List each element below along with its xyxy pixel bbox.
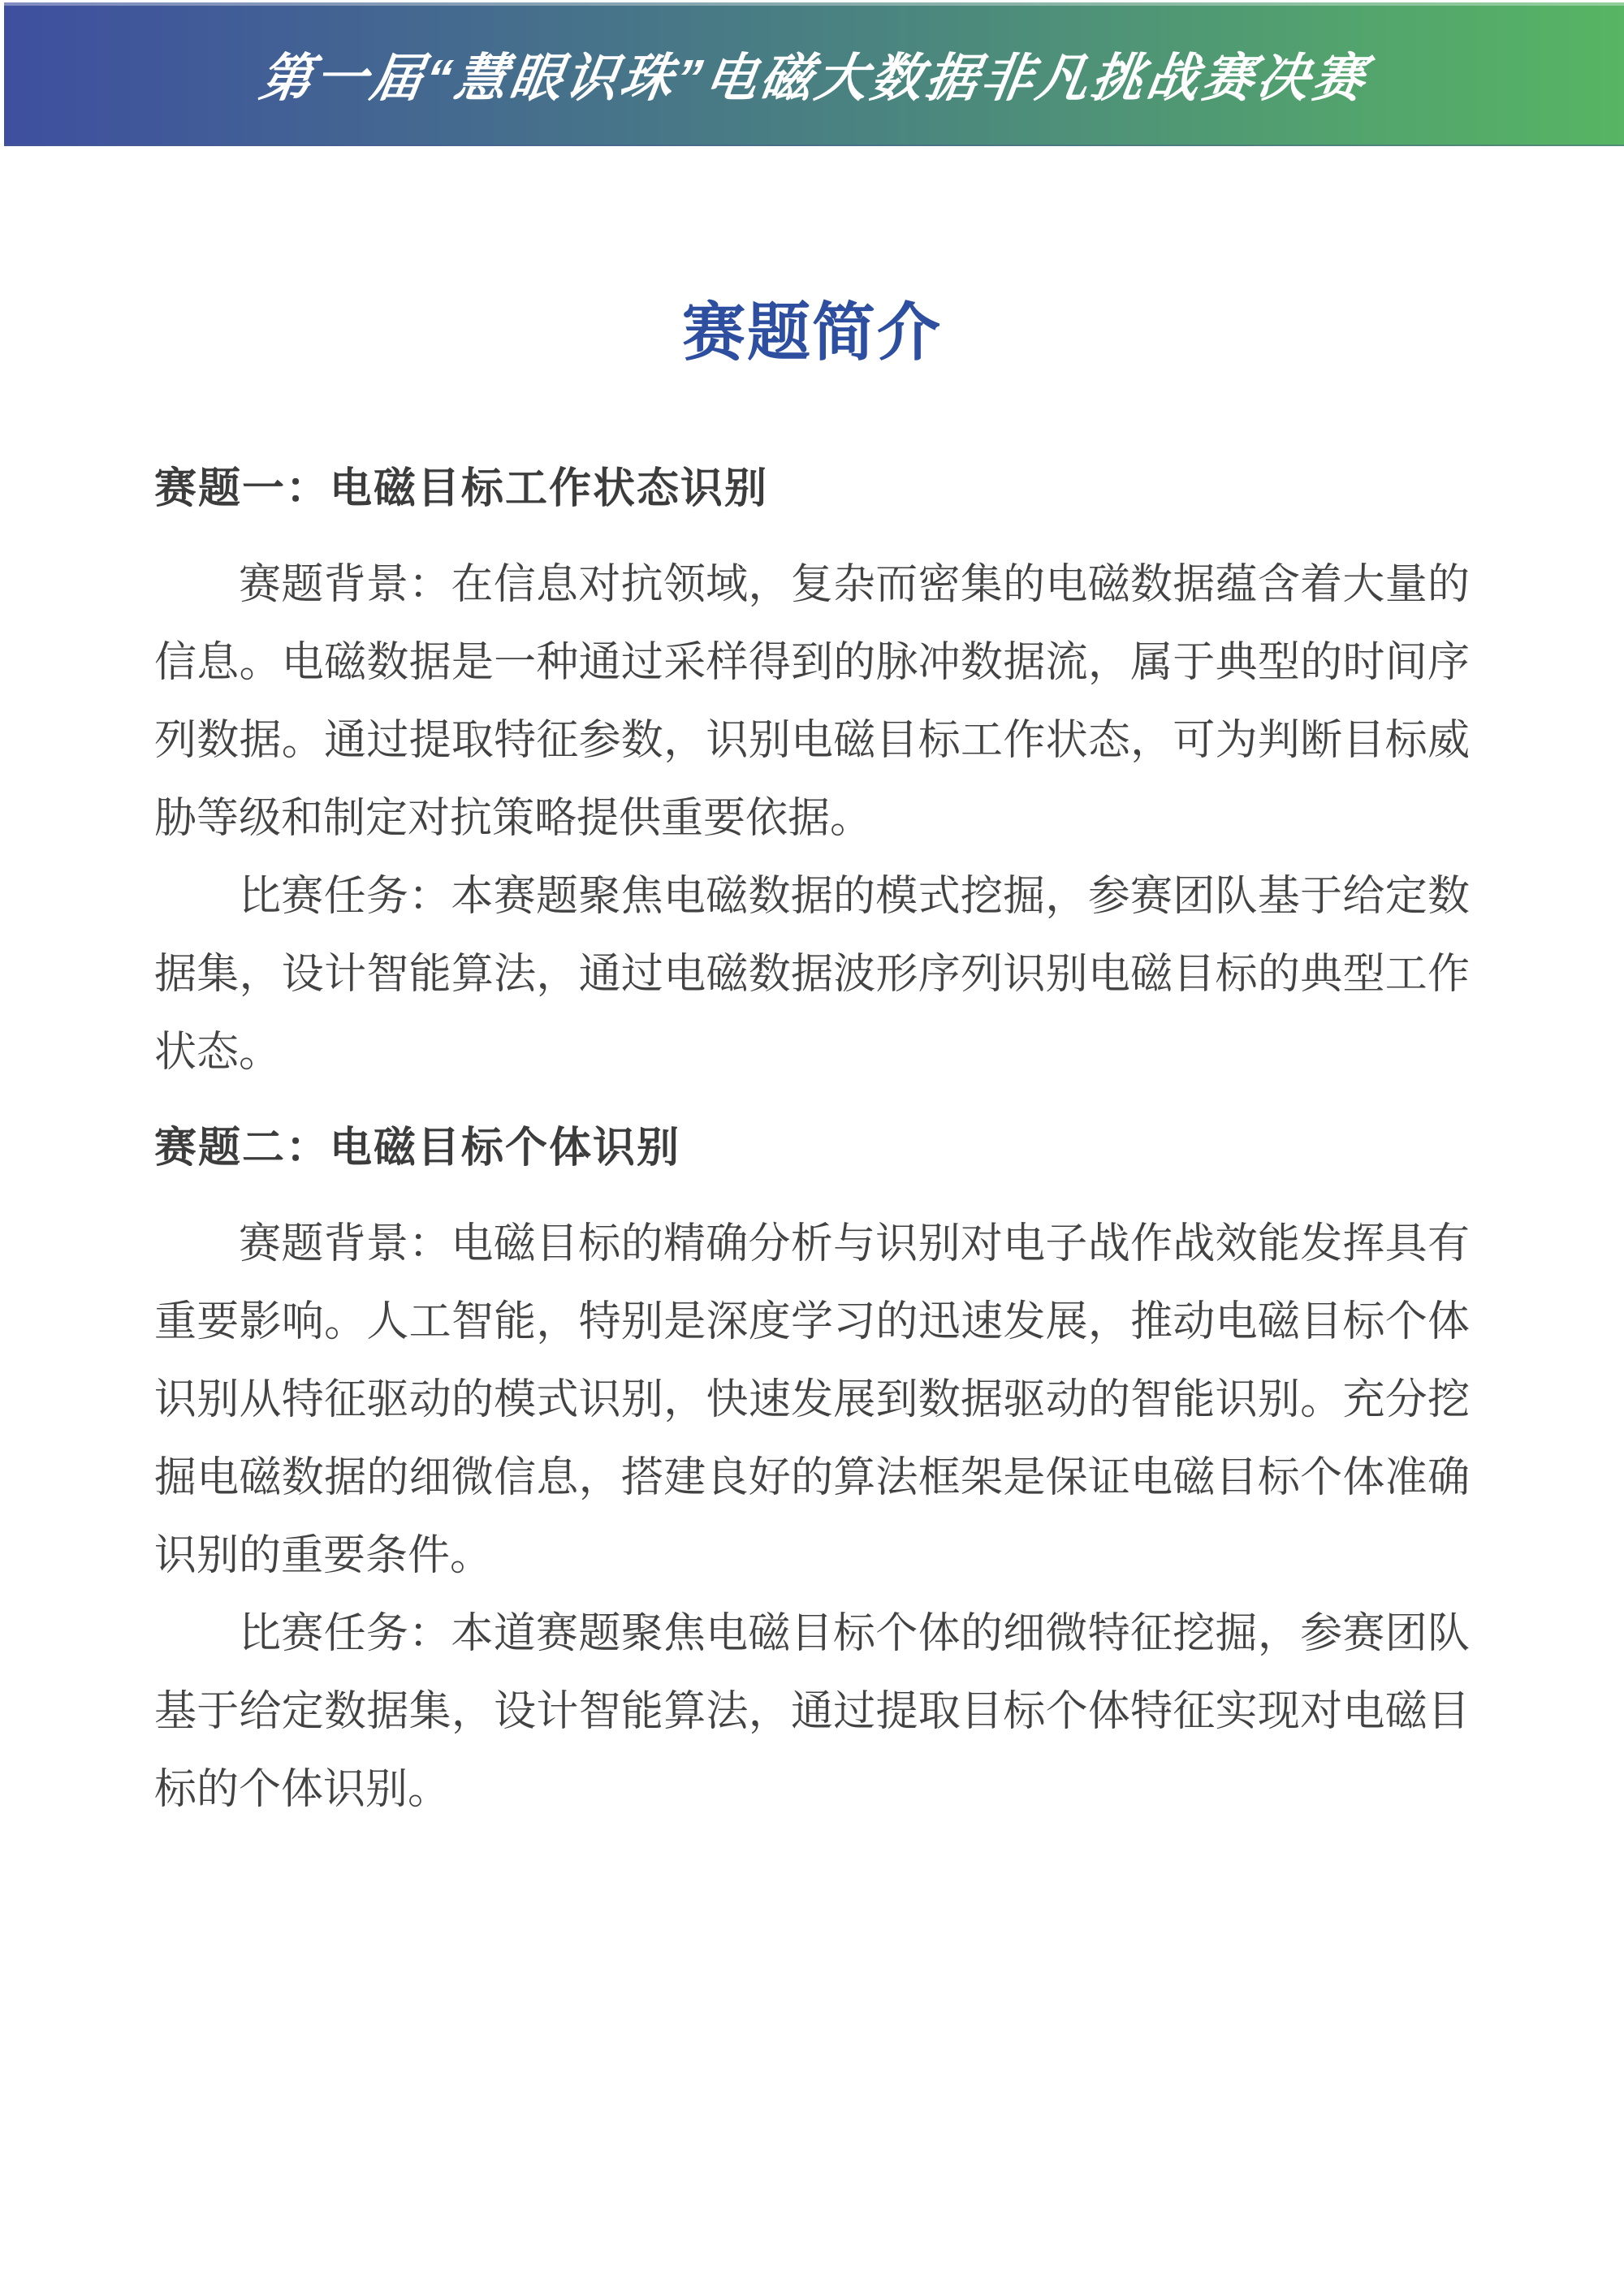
section-2-paragraph-background: 赛题背景：电磁目标的精确分析与识别对电子战作战效能发挥具有重要影响。人工智能，特别是深度学习的迅速发展，推动电磁目标个体识别从特征驱动的模式识别，快速发展到数据驱动的智能识别。充分挖掘电磁数据的细微信息，搭建良好的算法框架是保证电磁目标个体准确识别的重要条件。 xyxy=(154,1220,1470,1579)
section-1-paragraph-background: 赛题背景：在信息对抗领域，复杂而密集的电磁数据蕴含着大量的信息。电磁数据是一种通过采样得到的脉冲数据流，属于典型的时间序列数据。通过提取特征参数，识别电磁目标工作状态，可为判断目标威胁等级和制定对抗策略提供重要依据。 xyxy=(154,561,1470,842)
banner-title: 第一届“慧眼识珠”电磁大数据非凡挑战赛决赛 xyxy=(255,48,1371,107)
section-2-heading: 赛题二：电磁目标个体识别 xyxy=(154,1125,681,1172)
section-2-paragraph-task: 比赛任务：本道赛题聚焦电磁目标个体的细微特征挖掘，参赛团队基于给定数据集，设计智能算法，通过提取目标个体特征实现对电磁目标的个体识别。 xyxy=(154,1610,1470,1813)
page-title: 赛题简介 xyxy=(681,296,942,368)
section-1-paragraph-task: 比赛任务：本赛题聚焦电磁数据的模式挖掘，参赛团队基于给定数据集，设计智能算法，通过电磁数据波形序列识别电磁目标的典型工作状态。 xyxy=(154,873,1470,1076)
header-banner xyxy=(4,2,1624,146)
section-1-heading: 赛题一：电磁目标工作状态识别 xyxy=(154,465,769,512)
document-body xyxy=(154,464,1470,1828)
